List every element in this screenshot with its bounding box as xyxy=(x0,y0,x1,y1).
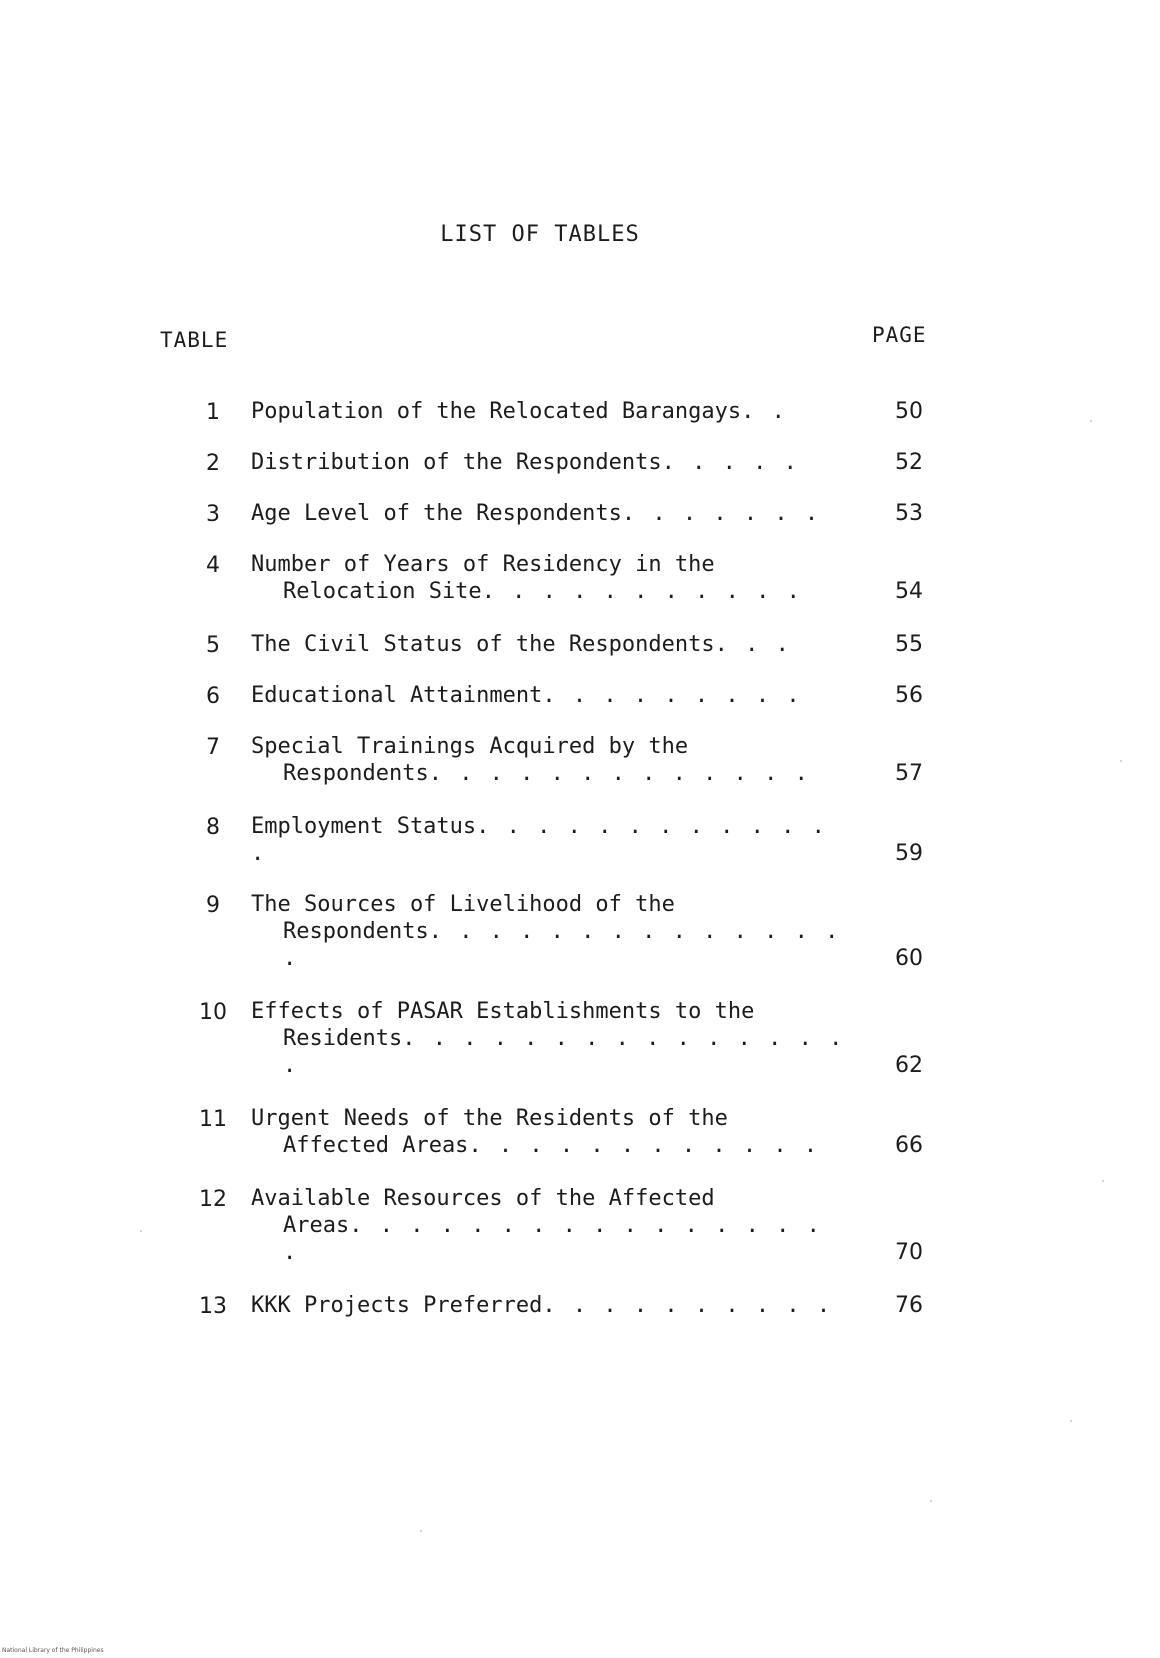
table-title: Employment Status. . . . . . . . . . . . . xyxy=(251,814,827,866)
table-number: 10 xyxy=(199,1000,227,1025)
list-item xyxy=(175,891,935,972)
scan-speckle xyxy=(1090,420,1092,422)
list-item xyxy=(175,813,935,867)
table-title: Educational Attainment. . . . . . . . . xyxy=(251,683,802,708)
table-title: The Sources of Livelihood of the Respondents. . . . . . . . . . . . . . . xyxy=(251,892,841,971)
table-number: 8 xyxy=(206,815,220,840)
page-column-heading: PAGE xyxy=(872,323,927,347)
list-item xyxy=(175,398,935,425)
dot-leader: . . . . . . . . . . xyxy=(542,1293,833,1318)
list-item xyxy=(175,1292,935,1319)
table-title: Available Resources of the Affected Areas. . . . . . . . . . . . . . . . . xyxy=(251,1186,822,1265)
dot-leader: . . . . . . . . . . . . . . . . . xyxy=(283,1213,822,1265)
dot-leader: . . xyxy=(741,399,787,424)
table-title: Special Trainings Acquired by the Respondents. . . . . . . . . . . . . xyxy=(251,734,810,786)
dot-leader: . . . . . . . . . . . . . xyxy=(251,814,827,866)
dot-leader: . . . . . . . . . . . . . . . . xyxy=(283,1026,845,1078)
page-title: LIST OF TABLES xyxy=(440,222,640,247)
page-number: 52 xyxy=(895,450,923,475)
scan-speckle xyxy=(1070,1420,1072,1422)
table-number: 6 xyxy=(206,684,220,709)
page-number: 56 xyxy=(895,683,923,708)
list-item xyxy=(175,500,935,527)
table-number: 5 xyxy=(206,633,220,658)
dot-leader: . . . . . . . . . xyxy=(542,683,802,708)
list-item xyxy=(175,998,935,1079)
table-number: 1 xyxy=(206,400,220,425)
dot-leader: . . . . . xyxy=(661,450,799,475)
table-title: Age Level of the Respondents. . . . . . . xyxy=(251,501,821,526)
table-column-heading: TABLE xyxy=(160,328,229,352)
page-number: 70 xyxy=(895,1240,923,1265)
list-item xyxy=(175,551,935,605)
scan-speckle xyxy=(930,1500,932,1502)
page-number: 59 xyxy=(895,841,923,866)
page-number: 57 xyxy=(895,761,923,786)
table-title: The Civil Status of the Respondents. . . xyxy=(251,632,791,657)
table-number: 11 xyxy=(199,1107,227,1132)
table-title: Population of the Relocated Barangays. . xyxy=(251,399,787,424)
list-item xyxy=(175,631,935,658)
list-item xyxy=(175,1185,935,1266)
table-number: 4 xyxy=(206,553,220,578)
dot-leader: . . . . . . . . . . . xyxy=(481,579,802,604)
table-title: Effects of PASAR Establishments to the Residents. . . . . . . . . . . . . . . . xyxy=(251,999,845,1078)
table-title: Urgent Needs of the Residents of the Affected Areas. . . . . . . . . . . . xyxy=(251,1106,820,1158)
scan-speckle xyxy=(140,1230,142,1232)
table-number: 7 xyxy=(206,735,220,760)
table-of-contents xyxy=(175,398,935,1343)
page-number: 76 xyxy=(895,1293,923,1318)
page-number: 55 xyxy=(895,632,923,657)
scan-credit: National Library of the Philippines xyxy=(2,1647,104,1654)
table-number: 3 xyxy=(206,502,220,527)
scan-speckle xyxy=(1120,760,1122,762)
list-item xyxy=(175,449,935,476)
page-number: 53 xyxy=(895,501,923,526)
table-number: 2 xyxy=(206,451,220,476)
dot-leader: . . . . . . . . . . . . . xyxy=(428,761,810,786)
table-title: KKK Projects Preferred. . . . . . . . . . xyxy=(251,1293,833,1318)
scan-speckle xyxy=(1102,1180,1104,1182)
list-item xyxy=(175,733,935,787)
list-item xyxy=(175,682,935,709)
table-number: 12 xyxy=(199,1187,227,1212)
dot-leader: . . . . . . . . . . . . xyxy=(468,1133,820,1158)
page-number: 66 xyxy=(895,1133,923,1158)
page-number: 62 xyxy=(895,1053,923,1078)
page-number: 54 xyxy=(895,579,923,604)
page-number: 50 xyxy=(895,399,923,424)
scan-speckle xyxy=(420,1530,422,1532)
table-title: Distribution of the Respondents. . . . . xyxy=(251,450,799,475)
table-number: 13 xyxy=(199,1294,227,1319)
table-title: Number of Years of Residency in the Relocation Site. . . . . . . . . . . xyxy=(251,552,802,604)
dot-leader: . . . xyxy=(714,632,791,657)
list-item xyxy=(175,1105,935,1159)
table-number: 9 xyxy=(206,893,220,918)
dot-leader: . . . . . . . xyxy=(621,501,821,526)
page-number: 60 xyxy=(895,946,923,971)
dot-leader: . . . . . . . . . . . . . . . xyxy=(283,919,841,971)
